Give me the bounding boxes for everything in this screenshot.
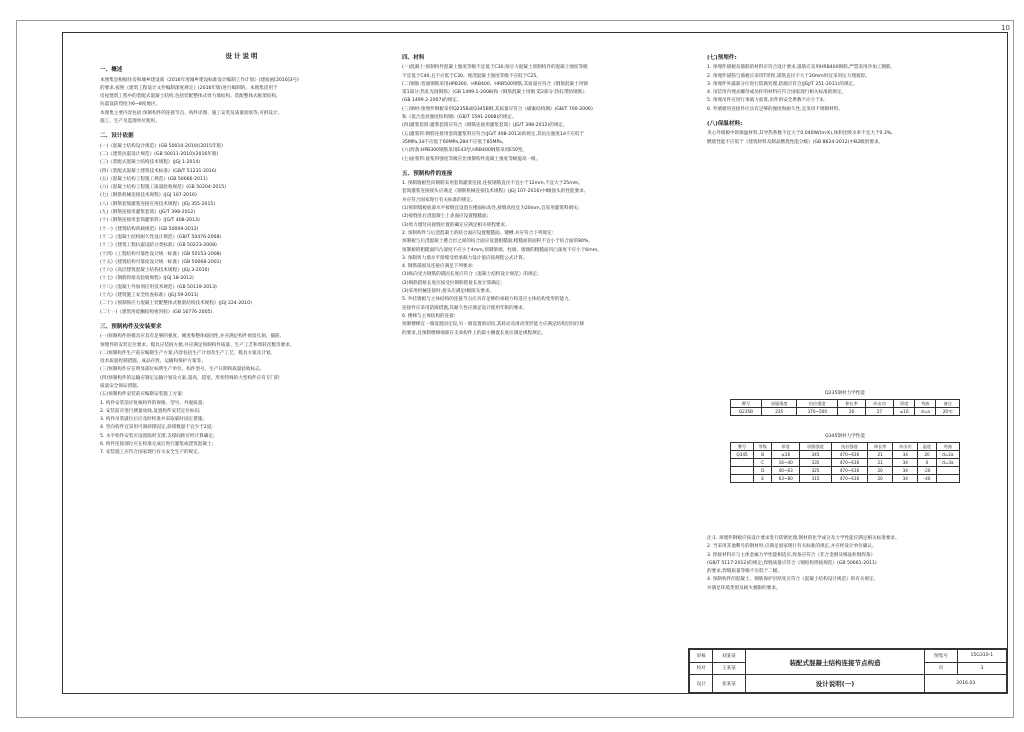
table-cell: Q235B bbox=[731, 408, 762, 416]
text-line: (六)焊条:HPB300钢筋采用E43型,HRB400钢筋采用E50型。 bbox=[402, 148, 528, 154]
note-line: 并满足环境类别及耐火极限的要求。 bbox=[707, 585, 781, 591]
text-line: (一)混凝土:预制构件混凝土强度等级不宜低于C30;预应力混凝土预制构件的混凝土强度等级 bbox=[402, 65, 588, 71]
text-line: 4. 竖向构件宜采用可调斜撑固定,斜撑数量不宜少于2道; bbox=[100, 425, 213, 431]
table-cell bbox=[731, 467, 754, 475]
text-line: (九)《钢筋连接用灌浆套筒》(JG/T 398-2012) bbox=[100, 210, 196, 216]
table-header-cell: 厚度 bbox=[894, 400, 915, 408]
tb-project: 装配式混凝土结构连接节点构造 bbox=[745, 650, 925, 675]
table-cell: 470~630 bbox=[831, 451, 867, 459]
page-number: 10 bbox=[1001, 24, 1010, 32]
section-heading: 一、概述 bbox=[100, 67, 123, 74]
text-line: 房屋建筑工程中的装配式混凝土结构,包括装配整体式剪力墙结构、装配整体式框架结构, bbox=[100, 94, 278, 100]
table-header-cell: 冲击功 bbox=[893, 443, 918, 451]
table-cell: C bbox=[754, 459, 772, 467]
text-line: 6. 楼梯与主体结构的连接: bbox=[402, 313, 456, 319]
table-cell: d=2a bbox=[936, 451, 959, 459]
text-line: 和《低合金高强度结构钢》(GB/T 1591-2008)的规定。 bbox=[402, 115, 517, 121]
table-cell: B bbox=[754, 451, 772, 459]
document-title: 设计说明 bbox=[225, 52, 260, 60]
text-line: (二十)《预制预应力混凝土装配整体式框架结构技术规程》(JGJ 224-2010) bbox=[100, 301, 252, 307]
table-cell bbox=[731, 459, 754, 467]
text-line: 1. 预埋件锚板及锚筋的材料应符合设计要求,锚筋应采用HRB400钢筋,严禁采用冷加工钢筋。 bbox=[707, 65, 896, 71]
tb-name3: 张某某 bbox=[713, 675, 745, 693]
text-line: (五)预制构件安装前应编制安装施工方案: bbox=[100, 392, 184, 398]
text-line: (二)钢筋:普通钢筋采用HPB300、HRB400、HRB500钢筋,其质量应符合《钢筋混凝土用钢 bbox=[402, 81, 588, 87]
table-cell: 20 bbox=[868, 475, 893, 483]
table-cell: Q345 bbox=[731, 451, 754, 459]
table-header-cell: 温度 bbox=[918, 443, 936, 451]
section-heading: 二、设计依据 bbox=[100, 133, 134, 140]
text-line: (三)预制构件应在明显部位标明生产单位、构件型号、生产日期和质量验收标志。 bbox=[100, 367, 265, 373]
text-line: (五)灌浆料:钢筋连接用套筒灌浆料应符合(JG/T 408-2013)的规定,其抗压强度1d不应低于 bbox=[402, 131, 585, 137]
table-header-cell: 抗拉强度 bbox=[831, 443, 867, 451]
table-header-cell: 屈服强度 bbox=[800, 443, 832, 451]
text-line: (四)灌浆套筒:灌浆套筒应符合《钢筋连接用灌浆套筒》(JG/T 398-2012)的规定。 bbox=[402, 123, 568, 129]
table-cell: ≤16 bbox=[894, 408, 915, 416]
section-heading: 三、预制构件及安装要求 bbox=[100, 323, 162, 330]
tb-role1: 审核 bbox=[690, 650, 713, 663]
text-line: 预制板的粗糙面凹凸深度不应小于4mm,预制梁端、柱端、墙端的粗糙面凹凸深度不应小于6mm。 bbox=[402, 247, 602, 253]
text-line: 4. 吊装用内埋式螺母或吊杆的材料应符合国家现行相关标准的规定。 bbox=[707, 90, 847, 96]
table-cell: 325 bbox=[800, 467, 832, 475]
table-cell: 335 bbox=[800, 459, 832, 467]
text-line: 7. 安装施工应符合国家现行有关安全生产的规定。 bbox=[100, 450, 203, 456]
text-line: (2)钢筋搭接长度应按受拉钢筋搭接长度计算确定; bbox=[402, 280, 502, 286]
note-line: 4. 预制构件的混凝土、钢筋保护层厚度应符合《混凝土结构设计规范》的有关规定, bbox=[707, 577, 876, 583]
text-line: 6. 外墙板用连接件应具有足够的强度和耐久性,宜采用不锈钢材料。 bbox=[707, 106, 843, 112]
table-cell: 315 bbox=[800, 475, 832, 483]
text-line: 预制板与后浇混凝土叠合层之间的结合面应设置粗糙面;粗糙面的面积不宜小于结合面的80%, bbox=[402, 239, 590, 245]
text-line: (二)预制构件生产前应编制生产方案,内容包括生产计划及生产工艺、模具方案及计划、 bbox=[100, 350, 276, 356]
text-line: 并应符合国家现行有关标准的规定。 bbox=[402, 197, 476, 203]
table-header-cell: 弯曲 bbox=[936, 443, 959, 451]
text-line: 技术质量控制措施、成品存放、运输和保护方案等。 bbox=[100, 359, 206, 365]
text-line: (一)预制构件的模具应具有足够的强度、刚度和整体稳固性,并应满足构件预留孔洞、插筋、 bbox=[100, 334, 285, 340]
text-line: (一)《混凝土结构设计规范》(GB 50010-2010)(2015年版) bbox=[100, 143, 223, 149]
text-line: 的要求,按照《建筑工程设计文件编制深度规定》(2016年版)进行编制的。本图集适用于 bbox=[100, 85, 278, 91]
text-line: 6. 构件连接部位应在校准完成后进行灌浆或浇筑混凝土; bbox=[100, 442, 214, 448]
table-cell: 63~80 bbox=[772, 475, 800, 483]
text-line: (十二)《混凝土结构耐久性设计规范》(GB/T 50476-2008) bbox=[100, 234, 222, 240]
column-3-body bbox=[707, 54, 997, 147]
note-line: 注:1. 预埋件钢板应按设计要求进行防锈处理,钢材的化学成分及力学性能应满足相关标准要求。 bbox=[707, 536, 900, 541]
text-line: 5. 外挂墙板与主体结构的连接节点应具有足够的承载力和适应主体结构变形的能力。 bbox=[402, 297, 574, 303]
text-line: (GB 1499.2-2007)的规定。 bbox=[402, 98, 462, 104]
tb-role3: 设计 bbox=[690, 675, 713, 693]
text-line: (1)预制墙板底部水平接缝宜设置在楼面标高处,接缝高度宜为20mm,宜采用灌浆料填实; bbox=[402, 206, 580, 212]
text-line: 预制楼梯宜一端设置固定铰,另一端设置滑动铰,其转动及滑动变形能力应满足结构层间位移 bbox=[402, 322, 585, 328]
note-line: 的要求,焊缝质量等级不应低于二级。 bbox=[707, 569, 782, 575]
table-header-cell: 伸长率 bbox=[868, 443, 893, 451]
table-cell: 34 bbox=[893, 451, 918, 459]
text-line: 2. 预埋件锚筋与锚板应采用T形焊,锚筋直径不大于20mm时宜采用压力埋弧焊。 bbox=[707, 73, 870, 79]
column-3-notes bbox=[707, 535, 997, 655]
table-cell: 16~40 bbox=[772, 459, 800, 467]
table-cell: -20 bbox=[918, 467, 936, 475]
table-header-cell: 抗拉强度 bbox=[797, 400, 838, 408]
text-line: (十八)《混凝土外加剂应用技术规范》(GB 50119-2013) bbox=[100, 284, 217, 290]
table-header-cell: 厚度 bbox=[772, 443, 800, 451]
note-line: (GB/T 5117-2012)的规定;焊缝质量应符合《钢结构焊接规范》(GB 50661-2011) bbox=[707, 560, 877, 566]
table-cell: d=a bbox=[915, 408, 936, 416]
table-header-cell: 备注 bbox=[936, 400, 960, 408]
text-line: 3. 预制剪力墙水平接缝受剪承载力设计值应按规程公式计算。 bbox=[402, 255, 528, 261]
text-line: 本图集主要内容包括:预制构件的连接节点、构件详图、施工安装及质量验收等,可供设计、 bbox=[100, 110, 283, 116]
text-line: (四)预制构件的运输应制定运输计划及方案,超高、超宽、形状特殊的大型构件应有专门的 bbox=[100, 375, 280, 381]
table-row bbox=[731, 467, 960, 475]
text-line: 4. 钢筋锚固及连接应满足下列要求: bbox=[402, 264, 474, 270]
table-cell: 345 bbox=[800, 451, 832, 459]
table-cell: ≤16 bbox=[772, 451, 800, 459]
table-cell: E bbox=[754, 475, 772, 483]
column-1 bbox=[100, 48, 385, 688]
text-line: (二)《建筑抗震设计规范》(GB 50011-2010)(2016年版) bbox=[100, 151, 219, 157]
text-line: 预埋件的安装定位要求。模具应装拆方便,并应满足预制构件质量、生产工艺和周转次数等要求。 bbox=[100, 342, 295, 348]
text-line: (3)采用机械连接时,接头应满足I级接头要求。 bbox=[402, 289, 495, 295]
text-line: 3. 预埋件外露部分应进行防腐处理,防腐应符合(JGJ/T 251-2011)的规定。 bbox=[707, 81, 858, 87]
table-cell bbox=[936, 467, 959, 475]
text-line: (七)《钢筋机械连接技术规程》(JGJ 107-2016) bbox=[100, 193, 197, 199]
table-cell bbox=[936, 475, 959, 483]
table-cell: 26 bbox=[837, 408, 865, 416]
table-cell: 21 bbox=[868, 459, 893, 467]
table-cell: d=3a bbox=[936, 459, 959, 467]
text-line: 5. 水平构件安装应设置临时支撑,支撑间距应经计算确定; bbox=[100, 433, 215, 439]
text-line: 不宜低于C40,且不应低于C30。现浇混凝土强度等级不应低于C25。 bbox=[402, 73, 541, 79]
table-cell: 20℃ bbox=[936, 408, 960, 416]
text-line: 连接件应采用防腐措施,其耐久性应满足设计使用年限的要求。 bbox=[402, 305, 528, 311]
table-row bbox=[731, 408, 960, 416]
table-row bbox=[731, 475, 960, 483]
text-line: (十一)《建筑结构荷载规范》(GB 50009-2012) bbox=[100, 226, 199, 232]
table-cell: 370~500 bbox=[797, 408, 838, 416]
tb-role2: 校对 bbox=[690, 662, 713, 675]
column-1-body bbox=[100, 66, 385, 457]
text-line: 燃烧性能不应低于《建筑材料及制品燃烧性能分级》(GB 8624-2012)中B2级的要求。 bbox=[707, 139, 884, 145]
text-line: 1. 构件安装前应复核构件的规格、型号、外观质量; bbox=[100, 400, 204, 406]
text-line: 本图集是根据住房和城乡建设部《2016年度城乡建设标准设计编制工作计划》(建质函[2016]3号) bbox=[100, 77, 299, 83]
table-cell: 34 bbox=[893, 467, 918, 475]
text-line: (七)座浆料:座浆料强度等级应比预制构件混凝土强度等级提高一级。 bbox=[402, 156, 541, 162]
text-line: (三)《装配式混凝土结构技术规程》(JGJ 1-2014) bbox=[100, 160, 201, 166]
section-heading: (七)预埋件: bbox=[707, 55, 737, 61]
text-line: 2. 预制构件与后浇混凝土的结合面应设置粗糙面、键槽,并应符合下列规定: bbox=[402, 230, 554, 236]
table-row bbox=[731, 459, 960, 467]
table-cell: 470~630 bbox=[831, 475, 867, 483]
tb-sheet-title: 设计说明(一) bbox=[745, 675, 925, 693]
steel-table-2 bbox=[730, 442, 960, 483]
tb-atlas-no: 15G310-1 bbox=[957, 650, 1006, 663]
column-2-body bbox=[402, 54, 692, 338]
table-cell: -40 bbox=[918, 475, 936, 483]
tb-page-label: 页 bbox=[925, 662, 957, 675]
tb-name2: 王某某 bbox=[713, 662, 745, 675]
tb-name1: 刘某某 bbox=[713, 650, 745, 663]
text-line: (十六)《高层建筑混凝土结构技术规程》(JGJ 3-2010) bbox=[100, 268, 210, 274]
table-header-cell: 冲击功 bbox=[866, 400, 894, 408]
text-line: 35MPa,3d不应低于60MPa,28d不应低于85MPa。 bbox=[402, 139, 507, 145]
table-cell: 20 bbox=[868, 467, 893, 475]
text-line: 3. 构件吊装就位后应及时校准并采取临时固定措施; bbox=[100, 417, 204, 423]
text-line: (2)接缝处后浇混凝土上表面应设置粗糙面; bbox=[402, 214, 489, 220]
table-cell: 34 bbox=[893, 475, 918, 483]
table-header-cell: 弯曲 bbox=[915, 400, 936, 408]
table-cell: 20 bbox=[918, 451, 936, 459]
table-row bbox=[731, 451, 960, 459]
section-heading: (八)保温材料: bbox=[707, 121, 743, 128]
text-line: 2. 安装前应进行测量放线,设置构件安装定位标识; bbox=[100, 408, 201, 414]
table-cell: 21 bbox=[868, 451, 893, 459]
tb-page-no: 3 bbox=[957, 662, 1006, 675]
text-line: (十三)《建筑工程抗震设防分类标准》(GB 50223-2008) bbox=[100, 243, 217, 249]
steel-table-1 bbox=[730, 399, 960, 416]
text-line: 套筒灌浆连接接头应满足《钢筋机械连接技术规程》(JGJ 107-2016)中I级接头的性能要求, bbox=[402, 189, 586, 195]
section-heading: 五、预制构件的连接 bbox=[402, 170, 453, 177]
table-header-cell: 伸长率 bbox=[837, 400, 865, 408]
note-line: 3. 焊接材料应与主体金属力学性能相适应,焊条应符合《非合金钢及细晶粒钢焊条》 bbox=[707, 552, 876, 558]
note-line: 2. 当采用其他牌号的钢材时,应满足国家现行有关标准的规定,并应经设计单位确认。 bbox=[707, 544, 877, 550]
table-header-cell: 屈服强度 bbox=[761, 400, 797, 408]
text-line: 5. 预埋吊件应进行承载力验算,吊件的安全系数不应小于4。 bbox=[707, 98, 828, 104]
column-2 bbox=[402, 48, 692, 658]
table-cell: 40~63 bbox=[772, 467, 800, 475]
text-line: (五)《混凝土结构工程施工规范》(GB 50666-2011) bbox=[100, 176, 208, 182]
text-line: (六)《混凝土结构工程施工质量验收规范》(GB 50204-2015) bbox=[100, 185, 226, 191]
text-line: (十九)《建筑施工安全检查标准》(JGJ 59-2011) bbox=[100, 293, 199, 299]
text-line: (1)纵向受力钢筋的锚固长度应符合《混凝土结构设计规范》的规定; bbox=[402, 272, 539, 278]
table-cell: 470~630 bbox=[831, 459, 867, 467]
text-line: 夹心外墙板中的保温材料,其导热系数不宜大于0.040W/(m·K),体积比吸水率不宜大于0.3%, bbox=[707, 131, 893, 137]
table-cell: 235 bbox=[761, 408, 797, 416]
table1-caption: Q235钢材力学性能 bbox=[825, 391, 865, 396]
text-line: (八)《钢筋套筒灌浆连接应用技术规程》(JGJ 355-2015) bbox=[100, 201, 216, 207]
tb-date: 2016.03 bbox=[925, 675, 1007, 693]
text-line: (三)钢材:预埋件钢板采用Q235B或Q345B钢,其质量应符合《碳素结构钢》(GB/T 700-2006) bbox=[402, 106, 593, 112]
table-cell: 0 bbox=[918, 459, 936, 467]
text-line: 质量安全保证措施。 bbox=[100, 383, 142, 389]
text-line: (十)《钢筋连接用套筒灌浆料》(JG/T 408-2013) bbox=[100, 218, 200, 224]
table-cell: D bbox=[754, 467, 772, 475]
text-line: (十四)《工程结构可靠性设计统一标准》(GB 50153-2008) bbox=[100, 251, 222, 257]
text-line: (十七)《钢筋焊接及验收规程》(JGJ 18-2012) bbox=[100, 276, 194, 282]
text-line: (十五)《建筑结构可靠度设计统一标准》(GB 50068-2001) bbox=[100, 259, 222, 265]
text-line: 的要求,且预制楼梯端部在支承构件上的最小搁置长度应满足规程规定。 bbox=[402, 330, 546, 336]
table2-caption: Q345钢材力学性能 bbox=[825, 434, 865, 439]
text-line: (3)剪力墙竖向接缝位置的确定应满足相关规程要求。 bbox=[402, 222, 510, 228]
table-cell: 34 bbox=[893, 459, 918, 467]
table-cell bbox=[731, 475, 754, 483]
text-line: 抗震设防烈度为6~8度地区。 bbox=[100, 102, 161, 108]
column-3 bbox=[707, 48, 997, 428]
text-line: 第1部分:热轧光圆钢筋》(GB 1499.1-2008)和《钢筋混凝土用钢 第2部分:热轧带肋钢筋》 bbox=[402, 90, 587, 96]
text-line: (二十一)《建筑用硅酮结构密封胶》(GB 16776-2005) bbox=[100, 309, 213, 315]
section-heading: 四、材料 bbox=[402, 55, 425, 61]
table-header-cell: 等级 bbox=[754, 443, 772, 451]
table-cell: 27 bbox=[866, 408, 894, 416]
table-header-cell: 牌号 bbox=[731, 400, 762, 408]
text-line: (四)《装配式混凝土建筑技术标准》(GB/T 51231-2016) bbox=[100, 168, 217, 174]
text-line: 施工、生产及监理单位使用。 bbox=[100, 119, 160, 125]
text-line: 1. 预制墙板竖向钢筋采用套筒灌浆连接,连接钢筋直径不宜小于12mm,不宜大于25mm。 bbox=[402, 181, 583, 187]
table-cell: 470~630 bbox=[831, 467, 867, 475]
table-header-cell: 牌号 bbox=[731, 443, 754, 451]
tb-atlas-label: 图集号 bbox=[925, 650, 957, 663]
title-block bbox=[688, 648, 1007, 693]
